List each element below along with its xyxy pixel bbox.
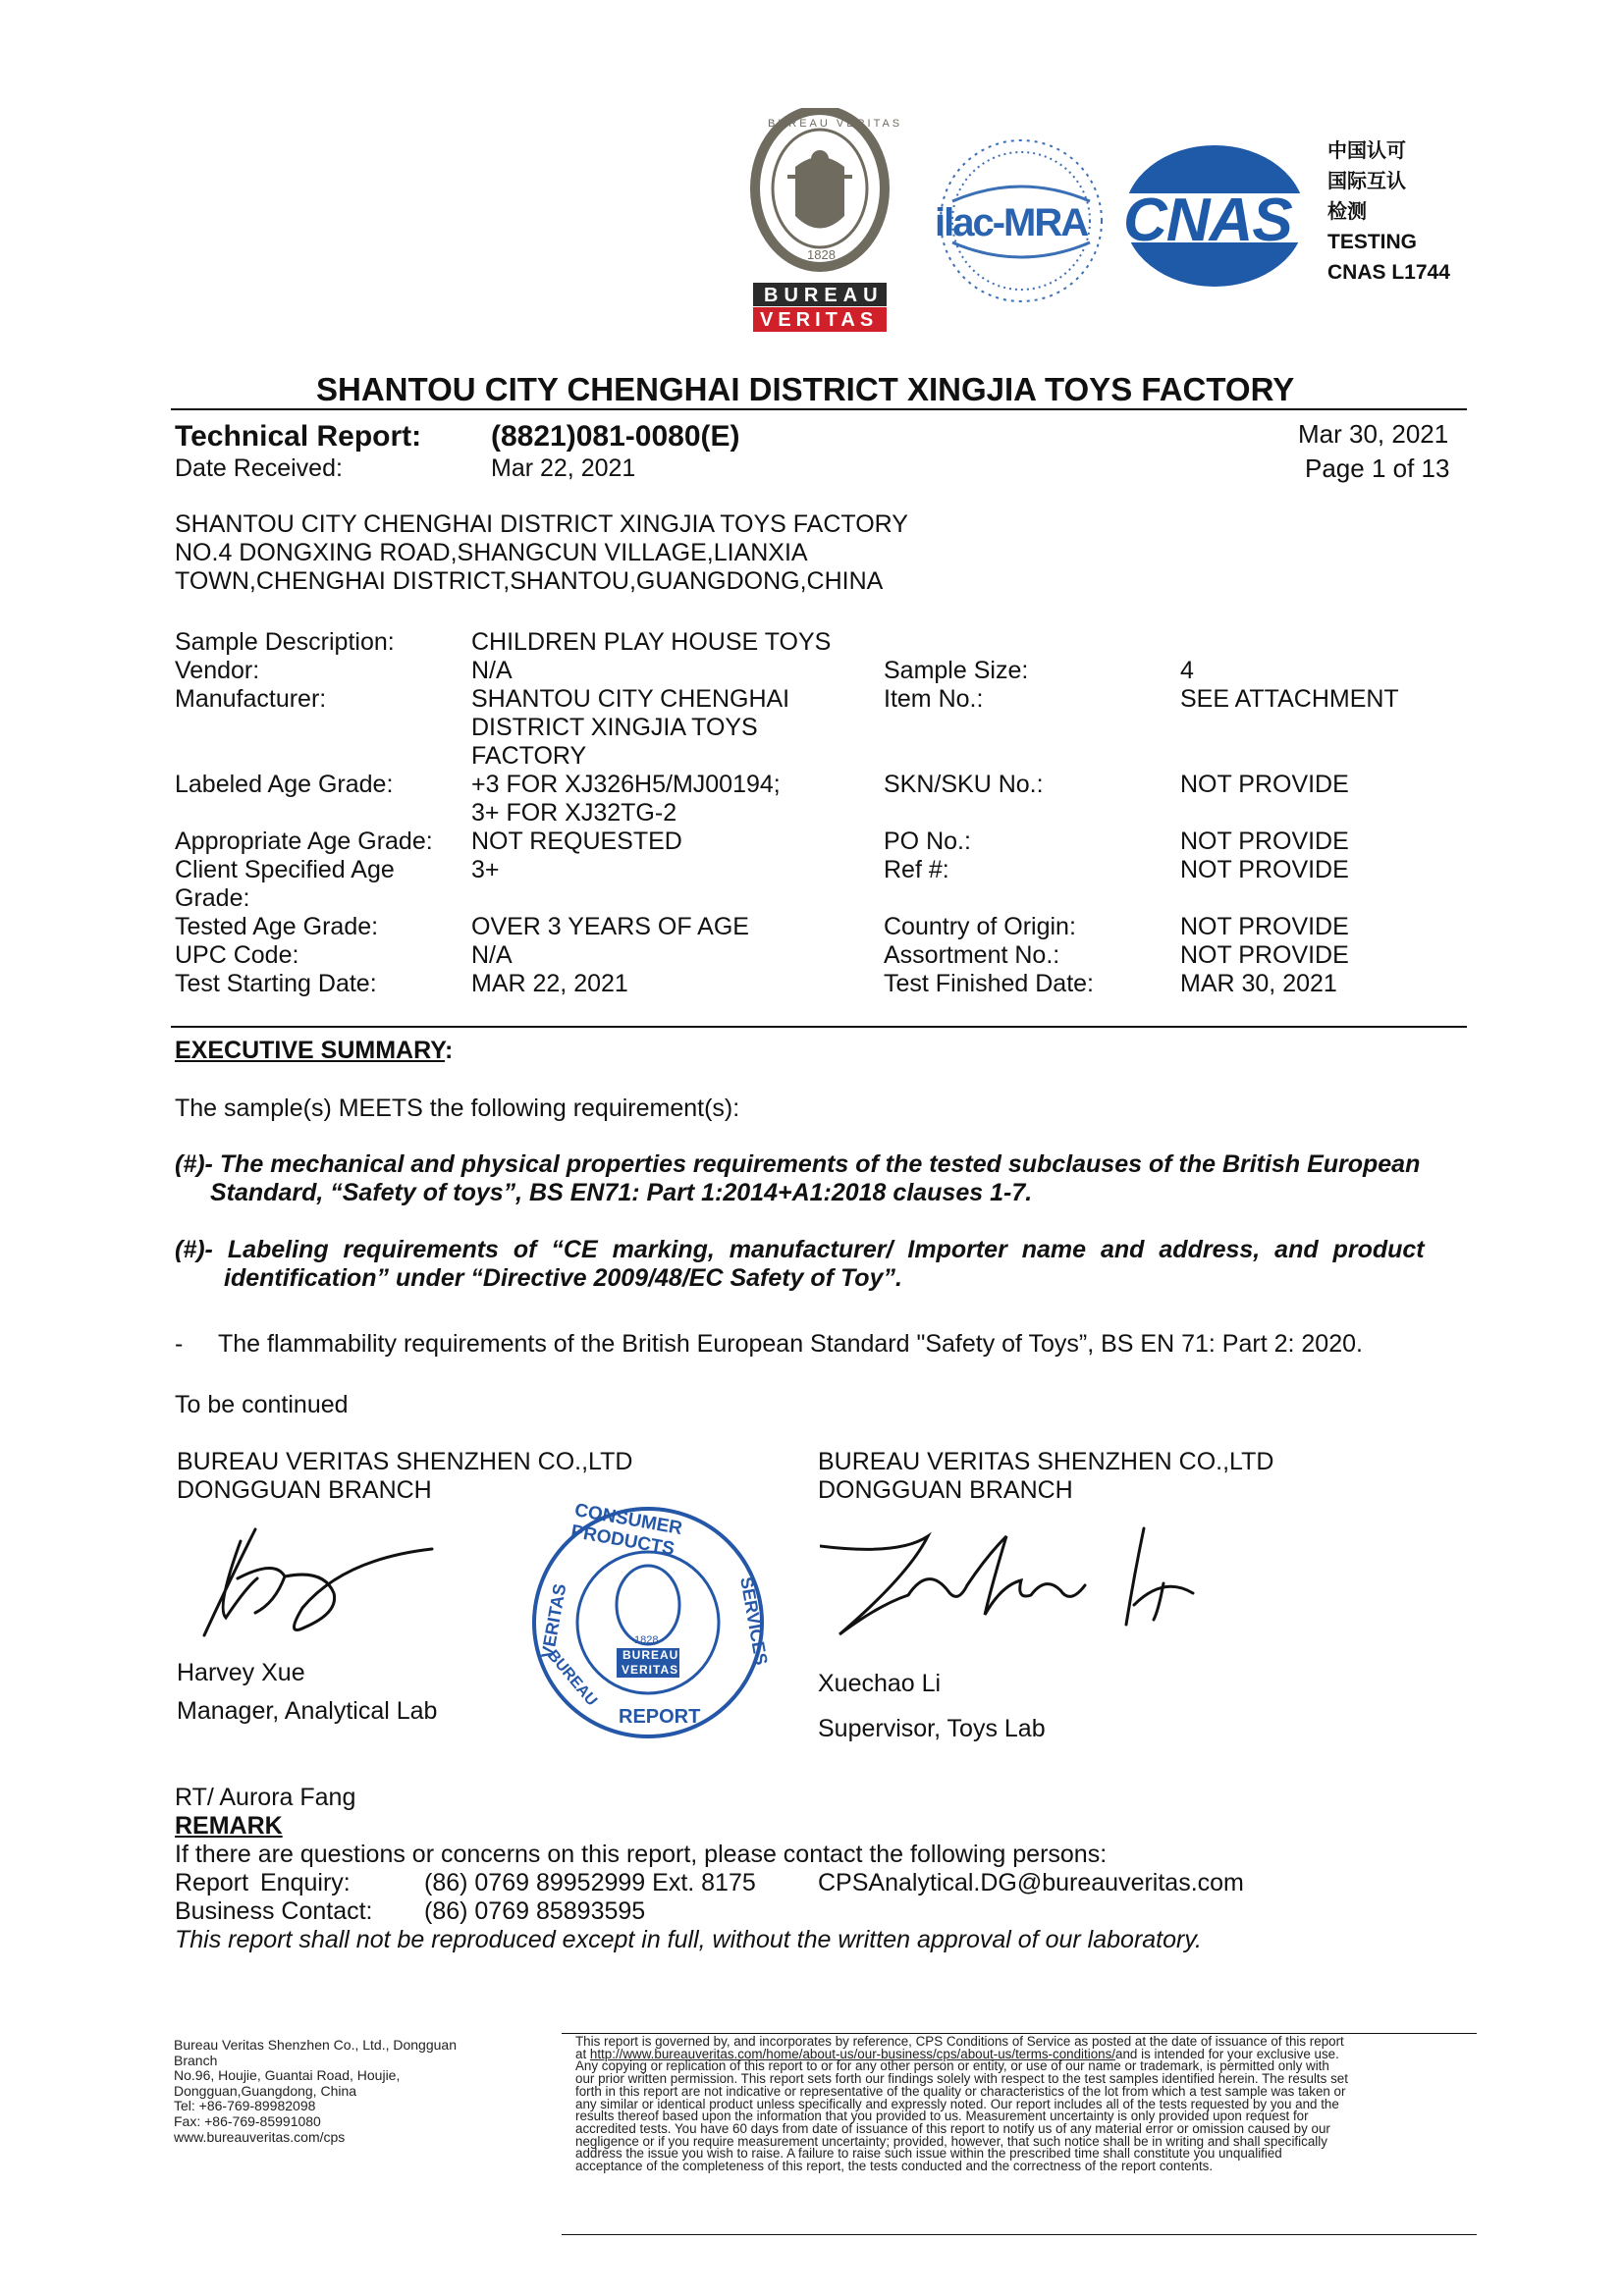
- bureau-veritas-logo: [727, 108, 913, 339]
- po-value: NOT PROVIDE: [1180, 828, 1349, 855]
- summary-intro: The sample(s) MEETS the following requirement(s):: [175, 1095, 740, 1122]
- sample-desc-value: CHILDREN PLAY HOUSE TOYS: [471, 628, 832, 656]
- finish-date-label: Test Finished Date:: [884, 970, 1094, 997]
- cnas-line-3: 检测: [1327, 199, 1367, 223]
- bv-ring-text: BUREAU VERITAS: [768, 118, 903, 130]
- cnas-caption: [1327, 135, 1450, 288]
- terms-line: results thereof based upon the information that you provided to us. Measurement uncertainty is only provided upon request for: [575, 2109, 1309, 2124]
- received-label: Date Received:: [175, 454, 343, 482]
- appropriate-age-label: Appropriate Age Grade:: [175, 828, 433, 855]
- page-number: Page 1 of 13: [1305, 454, 1450, 483]
- requirement-3: The flammability requirements of the British European Standard "Safety of Toys”, BS EN 71: Part 2: 2020.: [218, 1330, 1363, 1358]
- origin-value: NOT PROVIDE: [1180, 913, 1349, 940]
- left-name: Harvey Xue: [177, 1659, 305, 1686]
- footer-address-line: No.96, Houjie, Guantai Road, Houjie,: [174, 2067, 401, 2084]
- po-label: PO No.:: [884, 828, 971, 855]
- cnas-text: CNAS: [1123, 187, 1292, 254]
- terms-at: at: [575, 2046, 590, 2061]
- footer-terms-bottom-rule: [562, 2234, 1477, 2235]
- footer-address-line: Tel: +86-769-89982098: [174, 2098, 316, 2114]
- client-age-value: 3+: [471, 856, 500, 883]
- remark-line-1: If there are questions or concerns on this report, please contact the following persons:: [175, 1841, 1108, 1868]
- footer-address: [174, 2038, 537, 2145]
- footer-address-line: Dongguan,Guangdong, China: [174, 2082, 357, 2099]
- right-company: BUREAU VERITAS SHENZHEN CO.,LTD: [818, 1448, 1274, 1475]
- applicant-line-1: SHANTOU CITY CHENGHAI DISTRICT XINGJIA TOYS FACTORY: [175, 510, 908, 538]
- requirement-2-line-2: identification” under “Directive 2009/48/EC Safety of Toy”.: [224, 1264, 902, 1292]
- client-age-label-1: Client Specified Age: [175, 856, 395, 883]
- manufacturer-value-1: SHANTOU CITY CHENGHAI: [471, 685, 790, 713]
- cnas-logo: [1119, 142, 1311, 290]
- terms-line: negligence or if you require measurement uncertainty; provided, however, that such notice shall be in writing and shall specifically: [575, 2133, 1327, 2149]
- terms-line: forth in this report are not indicative or representative of the quality or characteristics of the lot from which a test sample was taken or: [575, 2083, 1346, 2099]
- terms-line: Any copying or replication of this report to or for any other person or entity, or use of our name or trademark, is permitted only with: [575, 2058, 1329, 2074]
- tested-age-value: OVER 3 YEARS OF AGE: [471, 913, 749, 940]
- applicant-line-2: NO.4 DONGXING ROAD,SHANGCUN VILLAGE,LIANXIA: [175, 539, 808, 566]
- company-title: SHANTOU CITY CHENGHAI DISTRICT XINGJIA TOYS FACTORY: [316, 371, 1295, 407]
- ref-label: Ref #:: [884, 856, 949, 883]
- enquiry-label-a: Report: [175, 1869, 249, 1896]
- footer-address-line: Fax: +86-769-85991080: [174, 2112, 321, 2129]
- stamp-bottom-text: BUREAU: [544, 1646, 601, 1710]
- terms-link[interactable]: http://www.bureauveritas.com/home/about-us/our-business/cps/about-us/terms-conditions/: [589, 2046, 1116, 2061]
- report-label: Technical Report:: [175, 420, 422, 453]
- assortment-value: NOT PROVIDE: [1180, 941, 1349, 969]
- cnas-line-4: TESTING: [1327, 231, 1418, 253]
- requirement-2-line-1: (#)- Labeling requirements of “CE marking, manufacturer/ Importer name and address, and product: [175, 1236, 1425, 1263]
- vendor-label: Vendor:: [175, 657, 260, 684]
- terms-line: our prior written permission. This report sets forth our findings solely with respect to the test samples identified herein. The results set: [575, 2071, 1348, 2087]
- vendor-value: N/A: [471, 657, 513, 684]
- bv-cps-stamp: [530, 1500, 772, 1740]
- summary-heading-colon: :: [445, 1037, 454, 1064]
- summary-heading-text: EXECUTIVE SUMMARY: [175, 1037, 446, 1064]
- fields-rule: [171, 1026, 1467, 1028]
- stamp-top-text: CONSUMER PRODUCTS: [568, 1500, 684, 1561]
- origin-label: Country of Origin:: [884, 913, 1076, 940]
- stamp-report-text: REPORT: [619, 1706, 701, 1728]
- left-company: BUREAU VERITAS SHENZHEN CO.,LTD: [177, 1448, 633, 1475]
- rt-line: RT/ Aurora Fang: [175, 1784, 356, 1811]
- terms-line: any similar or identical product unless specifically and expressly noted. Our report includes all of the tests requested by you and the: [575, 2096, 1339, 2111]
- appropriate-age-value: NOT REQUESTED: [471, 828, 682, 855]
- start-date-value: MAR 22, 2021: [471, 970, 628, 997]
- item-no-label: Item No.:: [884, 685, 984, 713]
- right-name: Xuechao Li: [818, 1670, 942, 1697]
- cnas-line-2: 国际互认: [1327, 169, 1406, 192]
- ilac-mra-logo: [933, 133, 1109, 309]
- left-branch: DONGGUAN BRANCH: [177, 1476, 432, 1504]
- terms-line: address the issue you wish to raise. A failure to raise such issue within the prescribed time shall constitute you unqualified: [575, 2146, 1282, 2162]
- tested-age-label: Tested Age Grade:: [175, 913, 379, 940]
- manufacturer-value-2: DISTRICT XINGJIA TOYS: [471, 714, 758, 741]
- bv-year: 1828: [807, 247, 836, 262]
- item-no-value: SEE ATTACHMENT: [1180, 685, 1399, 713]
- applicant-line-3: TOWN,CHENGHAI DISTRICT,SHANTOU,GUANGDONG,CHINA: [175, 567, 884, 595]
- enquiry-label-b: Enquiry:: [260, 1869, 351, 1896]
- footer-website[interactable]: www.bureauveritas.com/cps: [174, 2128, 346, 2145]
- stamp-right-text: SERVICES: [736, 1575, 772, 1667]
- sku-label: SKN/SKU No.:: [884, 771, 1044, 798]
- cnas-line-1: 中国认可: [1327, 138, 1406, 162]
- assortment-label: Assortment No.:: [884, 941, 1060, 969]
- finish-date-value: MAR 30, 2021: [1180, 970, 1337, 997]
- business-phone: (86) 0769 85893595: [424, 1897, 646, 1925]
- remark-heading: REMARK: [175, 1812, 283, 1840]
- enquiry-email[interactable]: CPSAnalytical.DG@bureauveritas.com: [818, 1869, 1244, 1896]
- labeled-age-value-1: +3 FOR XJ326H5/MJ00194;: [471, 771, 781, 798]
- bv-box-bottom: VERITAS: [760, 309, 879, 331]
- footer-address-line: Bureau Veritas Shenzhen Co., Ltd., Dongguan: [174, 2037, 457, 2053]
- left-title: Manager, Analytical Lab: [177, 1697, 438, 1725]
- terms-line: accredited tests. You have 60 days from date of issuance of this report to notify us of any material error or omission caused by our: [575, 2120, 1330, 2136]
- xuechao-li-signature-icon: [820, 1507, 1213, 1644]
- upc-label: UPC Code:: [175, 941, 299, 969]
- start-date-label: Test Starting Date:: [175, 970, 377, 997]
- summary-heading: [175, 1037, 453, 1065]
- sample-size-label: Sample Size:: [884, 657, 1029, 684]
- labeled-age-value-2: 3+ FOR XJ32TG-2: [471, 799, 677, 827]
- enquiry-phone: (86) 0769 89952999 Ext. 8175: [424, 1869, 756, 1896]
- business-label: Business Contact:: [175, 1897, 373, 1925]
- right-branch: DONGGUAN BRANCH: [818, 1476, 1073, 1504]
- to-be-continued: To be continued: [175, 1391, 349, 1418]
- header-rule: [171, 408, 1467, 410]
- reproduction-notice: This report shall not be reproduced except in full, without the written approval of our laboratory.: [175, 1926, 1202, 1953]
- ilac-text: ilac-MRA: [935, 201, 1088, 244]
- requirement-3-dash: -: [175, 1330, 184, 1358]
- stamp-box-top: BUREAU: [622, 1648, 679, 1662]
- requirement-1-line-1: (#)- The mechanical and physical properties requirements of the tested subclauses of the British European: [175, 1150, 1421, 1178]
- upc-value: N/A: [471, 941, 513, 969]
- received-date: Mar 22, 2021: [491, 454, 636, 482]
- cnas-line-5: CNAS L1744: [1327, 261, 1450, 284]
- terms-line: This report is governed by, and incorporates by reference, CPS Conditions of Service as posted at the date of issuance of this report: [575, 2034, 1344, 2049]
- terms-after-link: and is intended for your exclusive use.: [1115, 2046, 1339, 2061]
- stamp-box-bottom: VERITAS: [622, 1663, 679, 1677]
- sku-value: NOT PROVIDE: [1180, 771, 1349, 798]
- manufacturer-label: Manufacturer:: [175, 685, 327, 713]
- ref-value: NOT PROVIDE: [1180, 856, 1349, 883]
- labeled-age-label: Labeled Age Grade:: [175, 771, 394, 798]
- stamp-year: 1828: [634, 1634, 659, 1646]
- client-age-label-2: Grade:: [175, 884, 250, 912]
- requirement-1-line-2: Standard, “Safety of toys”, BS EN71: Part 1:2014+A1:2018 clauses 1-7.: [210, 1179, 1033, 1206]
- report-date: Mar 30, 2021: [1298, 419, 1449, 449]
- footer-address-line: Branch: [174, 2052, 218, 2068]
- sample-desc-label: Sample Description:: [175, 628, 395, 656]
- right-title: Supervisor, Toys Lab: [818, 1715, 1046, 1742]
- report-number: (8821)081-0080(E): [491, 420, 740, 453]
- footer-terms: [575, 2036, 1471, 2173]
- manufacturer-value-3: FACTORY: [471, 742, 587, 770]
- stamp-left-text: VERITAS: [537, 1581, 570, 1660]
- harvey-xue-signature-icon: [187, 1520, 442, 1647]
- terms-line: acceptance of the completeness of this report, the tests conducted and the correctness of the report contents.: [575, 2159, 1214, 2174]
- sample-size-value: 4: [1180, 657, 1194, 684]
- bv-box-top: BUREAU: [764, 285, 884, 306]
